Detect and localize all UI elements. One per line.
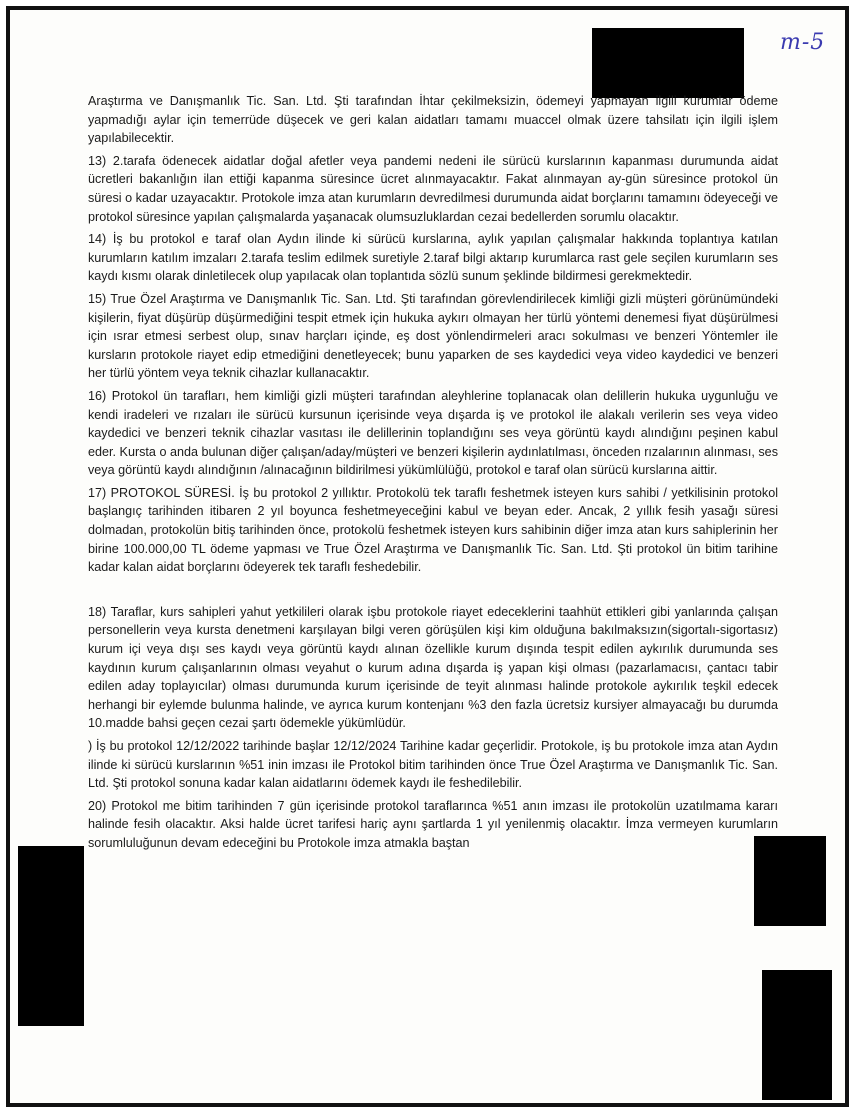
paragraph-number: 20) xyxy=(88,798,107,813)
paragraph-15 xyxy=(88,290,778,383)
paragraph-text: Araştırma ve Danışmanlık Tic. San. Ltd. Şti tarafından İhtar çekilmeksizin, ödemeyi yapmayan ilgili kurumlar ödeme yapmadığı aylar için temerrüde düşecek ve geri kalan aidatları tamamı muaccel olmak üzere tahsilatı için ilgili işlem yapılabilecektir. xyxy=(88,94,778,146)
paragraph-number: 13) xyxy=(88,153,107,168)
paragraph-16 xyxy=(88,387,778,480)
paragraph-17 xyxy=(88,484,778,577)
paragraph-text: Taraflar, kurs sahipleri yahut yetkilileri olarak işbu protokole riayet edeceklerini taahhüt ettikleri gibi yanlarında çalışan personellerin veya kursta denetmeni karşılayan bilgi veren görüşülen kişi kim olduğuna bakılmaksızın(sigortalı-sigortasız) kurum içi veya dışı ses kaydı veya görüntü kaydı alınan özellikle kurum dışında tespit edilen aykırılık durumunda ses kaydının kurum çalışanlarının olması veyahut o kurum adına dışarda iş yapan kişi olması (pazarlamacısı, çantacı tabir edilen aday toplayıcılar) olması durumunda kurum içerisinde de teyit alınması halinde protokole aykırılık teşkil edecek herhangi bir eylemde bulunma halinde, ve ayrıca kurum kontenjanı %3 den fazla ücretsiz kursiyer almayacağı bu durumda 10.madde bahsi geçen cezai şartı ödemekle yükümlüdür. xyxy=(88,604,778,731)
paragraph-13 xyxy=(88,152,778,226)
paragraph-text: Protokol me bitim tarihinden 7 gün içerisinde protokol taraflarınca %51 anın imzası ile protokolün uzatılmama kararı halinde fesih olacaktır. Aksi halde ücret tarifesi hariç aynı şartlarda 1 yıl yenilenmiş olacaktır. İmza vermeyen kurumların sorumluluğunun devam edeceğini bu Protokole imza atmakla baştan xyxy=(88,798,778,850)
redaction-box-top xyxy=(592,28,744,98)
paragraph-number: 16) xyxy=(88,388,107,403)
document-page xyxy=(6,6,849,1107)
document-body xyxy=(88,92,778,857)
paragraph-19 xyxy=(88,737,778,793)
paragraph-number: ) xyxy=(88,739,93,753)
redaction-box-left xyxy=(18,846,84,1026)
paragraph-text: İş bu protokol e taraf olan Aydın ilinde ki sürücü kurslarına, aylık yapılan çalışmalar hakkında toplantıya katılan kurumların katılım imzaları 2.tarafa teslim edilmek suretiyle 2.taraf bilgi aktarıp kurumlarca rast gele seçilen kurumların ses kaydı kısmı olarak dinletilecek olup yapılacak olan toplantıda sözlü sunum şeklinde bildirmesi gerekmektedir. xyxy=(88,232,779,284)
paragraph-text: İş bu protokol 12/12/2022 tarihinde başlar 12/12/2024 Tarihine kadar geçerlidir. Protokole, iş bu protokole imza atan Aydın ilinde ki sürücü kurslarının %51 inin imzası ile Protokol bitim tarihinden önce True Özel Araştırma ve Danışmanlık Tic. San. Ltd. Şti protokol sonuna kadar kalan aidatlarını ödemek kaydı ile feshedilebilir. xyxy=(88,739,779,791)
paragraph-number: 15) xyxy=(88,291,107,306)
paragraph-12-continued xyxy=(88,92,778,148)
handwritten-page-note: m-5 xyxy=(780,30,826,55)
paragraph-number: 18) xyxy=(88,604,107,619)
redaction-box-right-lower xyxy=(762,970,832,1100)
paragraph-20 xyxy=(88,797,778,853)
paragraph-text: True Özel Araştırma ve Danışmanlık Tic. San. Ltd. Şti tarafından görevlendirilecek kimliği gizli müşteri görünümündeki kişilerin, fiyat düşürüp düşürmediğini tespit etmek için hukuka aykırı olmayan her türlü yöntemi denemesi fiyat düşürülmesi için ısrar etmesi serbest olup, sınav harçları içinde, eş dost yönlendirmeleri aracı sokulması ve benzeri Yöntemler ile kursların protokole riayet edip etmediğini denetleyecek; bunu yaparken de ses kaydedici veya video kaydedici ve benzeri her türlü yöntem veya teknik cihazlar kullanacaktır. xyxy=(88,291,778,381)
spacer xyxy=(88,581,778,603)
paragraph-text: 2.tarafa ödenecek aidatlar doğal afetler veya pandemi nedeni ile sürücü kurslarının kapanması durumunda aidat ücretleri bakanlığın ilan ettiği kapanma süresince ücret alınmayacaktır. Fakat alınmayan ay-gün süresince protokol ün süresi o kadar uzayacaktır. Protokole imza atan kurumların devredilmesi durumunda aidat borçlarını tamamını ödeyeceği ve protokol süresince yapılan çalışmalarda yaşanacak olumsuzluklardan cezai bedellerden sorumlu olacaktır. xyxy=(88,153,779,224)
paragraph-text: Protokol ün tarafları, hem kimliği gizli müşteri tarafından aleyhlerine toplanacak olan delillerin hukuka uygunluğu ve kendi iradeleri ve rızaları ile sürücü kursunun içerisinde veya dışarda iş ve protokol ile alakalı verilerin ses veya video kaydedici ve benzeri teknik cihazlar vasıtası ile delillerinin toplandığını ses veya görüntü kaydı alındığını peşinen kabul eder. Kursta o anda bulunan diğer çalışan/aday/müşteri ve benzeri kişilerin aydınlatılması, önceden rızalarının alınması, ses veya görüntü kaydı alındığının /alınacağının bildirilmesi yükümlülüğü, protokol e taraf olan sürücü kurslarına aittir. xyxy=(88,388,779,478)
paragraph-number: 17) xyxy=(88,485,107,500)
paragraph-14 xyxy=(88,230,778,286)
paragraph-18 xyxy=(88,603,778,733)
paragraph-text: PROTOKOL SÜRESİ. İş bu protokol 2 yıllıktır. Protokolü tek taraflı feshetmek isteyen kurs sahibi / yetkilisinin protokol başlangıç tarihinden itibaren 2 yıl boyunca feshetmeyeceğini kabul ve beyan eder. Ancak, 2 yıllık fesih yasağı süresi dolmadan, protokolün bitiş tarihinden önce, protokolü feshetmek isteyen kurs sahibinin diğer imza atan kurs sahiplerinin her birine 100.000,00 TL ödeme yapması ve True Özel Araştırma ve Danışmanlık Tic. San. Ltd. Şti protokol ün bitim tarihine kadar kalan aidat borçlarını ödeyerek tek taraflı feshedebilir. xyxy=(88,485,778,575)
paragraph-number: 14) xyxy=(88,232,107,247)
